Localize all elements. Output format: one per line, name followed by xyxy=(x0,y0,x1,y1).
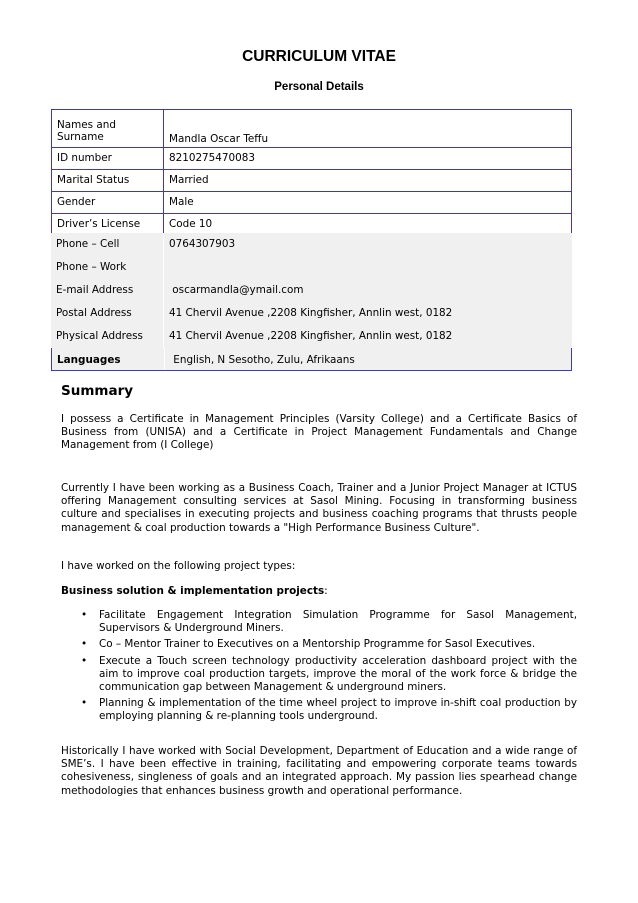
row-label: E-mail Address xyxy=(51,279,164,302)
table-row xyxy=(51,214,572,233)
row-value: 41 Chervil Avenue ,2208 Kingfisher, Annlin west, 0182 xyxy=(164,325,572,348)
row-value: 0764307903 xyxy=(164,233,572,256)
row-label: Gender xyxy=(51,192,164,213)
summary-paragraph: I possess a Certificate in Management Principles (Varsity College) and a Certificate Basics of Business from (UNISA) and a Certificate in Project Management Fundamentals and Change Management from (I College) xyxy=(61,413,577,452)
row-value: Code 10 xyxy=(164,214,572,233)
row-value: oscarmandla@ymail.com xyxy=(164,279,572,302)
row-label-line: Names and xyxy=(57,119,116,131)
section-personal-details-title: Personal Details xyxy=(274,81,364,93)
bullet-icon: • xyxy=(81,609,88,621)
row-value: Male xyxy=(164,192,572,213)
row-value xyxy=(164,256,572,279)
projects-subheading-label: Business solution & implementation projects xyxy=(61,585,325,597)
project-list xyxy=(61,609,577,724)
row-label: Phone – Work xyxy=(51,256,164,279)
row-label-line: Surname xyxy=(57,131,104,143)
summary-paragraph: I have worked on the following project types: xyxy=(61,560,296,572)
projects-subheading xyxy=(61,585,328,597)
row-value: Mandla Oscar Teffu xyxy=(164,110,572,147)
row-label xyxy=(51,110,164,147)
row-value: Married xyxy=(164,170,572,191)
summary-heading: Summary xyxy=(61,383,134,399)
list-item-text: Facilitate Engagement Integration Simulation Programme for Sasol Management, Supervisors & Underground Miners. xyxy=(99,609,577,635)
list-item xyxy=(61,697,577,723)
table-row xyxy=(51,348,572,371)
list-item xyxy=(61,655,577,695)
table-row xyxy=(51,302,572,325)
table-row xyxy=(51,233,572,256)
table-row xyxy=(51,148,572,170)
summary-paragraph: Historically I have worked with Social Development, Department of Education and a wide range of SME’s. I have been effective in training, facilitating and empowering corporate teams towards cohesiveness, singleness of goals and an integrated approach. My passion lies spearhead change methodologies that enhances business growth and operational performance. xyxy=(61,745,577,797)
projects-subheading-colon: : xyxy=(324,585,328,597)
row-label: Phone – Cell xyxy=(51,233,164,256)
summary-paragraph: Currently I have been working as a Business Coach, Trainer and a Junior Project Manager at ICTUS offering Management consulting services at Sasol Mining. Focusing in transforming business culture and specialises in executing projects and business coaching programs that thrusts people management & coal production towards a "High Performance Business Culture". xyxy=(61,482,577,534)
row-label: Physical Address xyxy=(51,325,164,348)
bullet-icon: • xyxy=(81,638,88,651)
table-row xyxy=(51,192,572,214)
list-item xyxy=(61,609,577,635)
list-item-text: Execute a Touch screen technology productivity acceleration dashboard project with the aim to improve coal production targets, improve the moral of the work force & bridge the communication gap between Management & underground miners. xyxy=(99,654,577,694)
table-row xyxy=(51,110,572,148)
list-item xyxy=(61,638,577,651)
list-item-text: Co – Mentor Trainer to Executives on a Mentorship Programme for Sasol Executives. xyxy=(99,638,536,651)
table-row xyxy=(51,325,572,348)
row-label: Driver’s License xyxy=(51,214,164,233)
row-value: 41 Chervil Avenue ,2208 Kingfisher, Annlin west, 0182 xyxy=(164,302,572,325)
list-item-text: Planning & implementation of the time wheel project to improve in-shift coal production by employing planning & re-planning tools underground. xyxy=(99,697,577,723)
row-label: Postal Address xyxy=(51,302,164,325)
row-label: ID number xyxy=(51,148,164,169)
bullet-icon: • xyxy=(81,697,88,710)
bullet-icon: • xyxy=(81,654,88,667)
table-row xyxy=(51,256,572,279)
personal-details-table xyxy=(51,109,572,371)
row-value: English, N Sesotho, Zulu, Afrikaans xyxy=(165,348,571,370)
document-title: CURRICULUM VITAE xyxy=(242,48,396,65)
row-label: Marital Status xyxy=(51,170,164,191)
table-row xyxy=(51,170,572,192)
row-value: 8210275470083 xyxy=(164,148,572,169)
table-row xyxy=(51,279,572,302)
row-label: Languages xyxy=(52,348,165,370)
